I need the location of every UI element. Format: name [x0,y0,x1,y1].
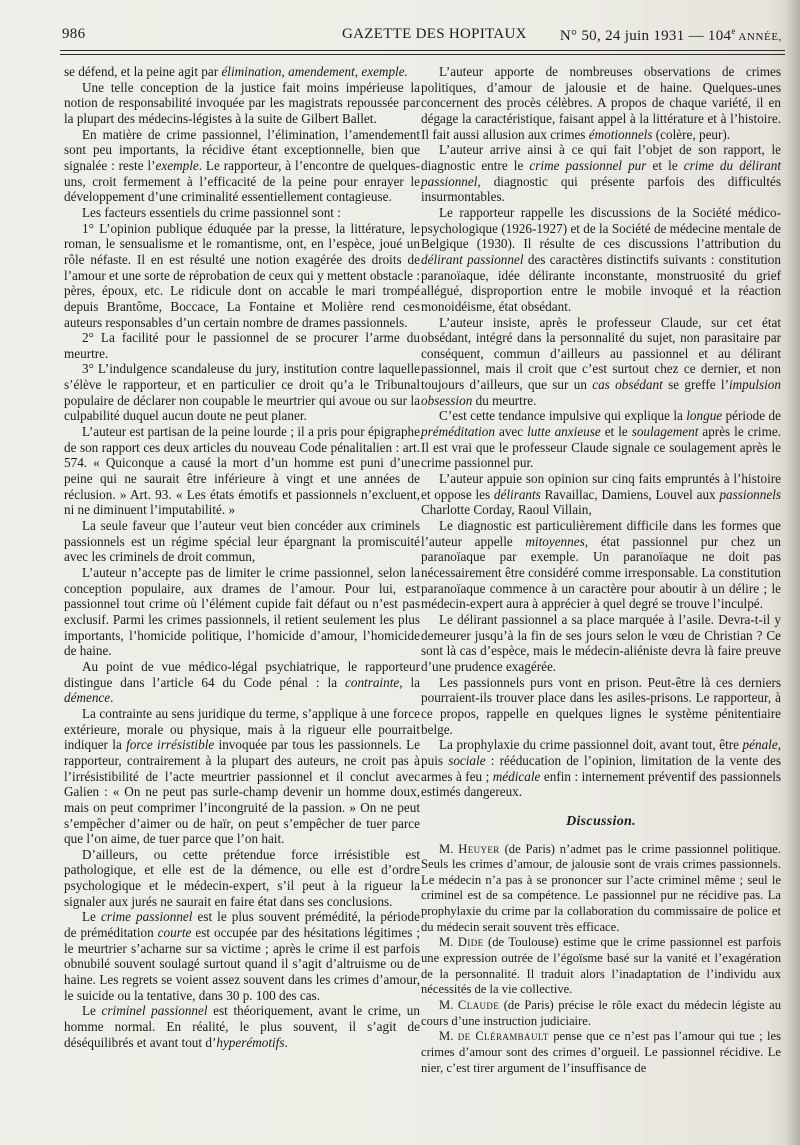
text-run: invoquée par tous les passionnels. Le rapporteur, contrairement à la plupart des auteurs, ne croit pas à l’irrésistibilité de l’acte meurtrier passionnel et il conclut avec Galien : « On ne peut pas surle-champ devenir un homme doux, mais on peut comprimer l’incongruité de la passion. » On ne peut s’empêcher d’aimer ou de haïr, on peut s’empêcher de tuer parce que l’on aime, de tuer parce que l’on hait. [64,737,420,847]
text-run: Le rapporteur rappelle les discussions de la Société médico-psychologique (1926-1927) et de la Société de médecine mentale de Belgique (1930). Il résulte de ces discussions l’attribution du [421,204,781,252]
paragraph [64,909,420,1003]
left-column [64,64,420,1050]
italic-run: démence [64,690,111,706]
italic-run: délirant passionnel [421,251,524,267]
text-run: . [284,1034,288,1050]
text-run: D’ailleurs, ou cette prétendue force irrésistible est pathologique, et elle est de la démence, ou elle est d’ordre psychologique et le médecin-expert, s’il peut à la rigueur la signaler aux jurés ne saurait en faire état dans ses conclusions. [64,846,420,909]
paragraph [421,142,781,205]
journal-title: GAZETTE DES HOPITAUX [342,26,527,42]
italic-run: mitoyennes [525,533,585,549]
paragraph [64,221,420,331]
text-run: (colère, peur). [652,126,731,142]
text-run: avec [495,424,528,440]
text-run: Ravaillac, Damiens, Louvel aux [540,486,720,502]
header-rule-thin [60,54,785,55]
paragraph [64,518,420,565]
paragraph [64,64,420,80]
paragraph [64,127,420,205]
paragraph [421,408,781,471]
italic-run: médicale [492,768,541,784]
italic-run: crime passionnel [100,909,193,925]
text-run: se greffe l’ [662,377,729,393]
text-run: est occupée par des hésitations légitimes ; le meurtrier s’acharne sur sa victime ; après le crime il est parfois obnubilé souvent soulagé surtout quand il s’agit d’altruisme ou de haine. Les regrets se voient assez souvent dans les crimes d’amour, le suicide ou la tentative, dans 30 p. 100 des cas. [64,925,420,1003]
text-run: et le [600,424,632,440]
text-run: Le [82,1003,102,1019]
text-run: enfin : internement préventif des passionnels estimés dangereux. [421,768,782,800]
text-run: Le [82,909,101,925]
issue-info [560,26,782,45]
text-run: , la [399,674,420,690]
paragraph [64,706,420,847]
text-run: , diagnostic qui présente parfois des difficultés insurmontables. [421,173,781,205]
right-column [421,64,781,1076]
paragraph [421,675,781,738]
italic-run: hyperémotifs [216,1034,285,1050]
paragraph [421,612,781,675]
text-run: période de [722,408,781,424]
italic-run: cas obsédant [592,377,663,393]
paragraph [64,361,420,424]
issue-superscript: e [731,26,736,36]
paragraph [64,659,420,706]
paragraph [64,80,420,127]
text-run: des caractères distinctifs suivants : constitution paranoïaque, idée délirante inconstante, monstruosité du grief allégué, disproportion entre le mobile invoqué et la réaction monoidéisme, état obsédant. [421,251,781,314]
paragraph [421,64,781,142]
name-run: Claude [457,998,500,1013]
italic-run: pénale [742,737,778,753]
text-run: et le [646,157,684,173]
text-run: : rééducation de l’opinion, limitation de la vente des armes à feu ; [421,752,781,784]
paragraph [64,424,420,518]
issue-prefix: N° 50, 24 juin 1931 — 104 [559,28,732,44]
name-run: de Clérambault [457,1029,549,1044]
text-run: est le plus souvent prémédité, la période de préméditation [64,909,420,941]
header-rule [60,50,785,51]
italic-run: contrainte [345,674,400,690]
italic-run: crime du délirant passionnel [421,157,781,189]
paragraph [64,330,420,361]
text-run: se défend, et la peine agit par [64,64,222,79]
discussion-paragraph [421,935,781,998]
italic-run: émotionnels [588,126,653,142]
discussion-paragraph [421,998,781,1029]
paragraph [64,205,420,221]
text-run: M. [439,998,458,1013]
text-run: En matière de crime passionnel, l’élimination, l’amendement sont peu importants, la récidive étant exceptionnelle, bien que signalée : reste l’ [64,126,420,173]
text-run: Au point de vue médico-légal psychiatrique, le rapporteur distingue dans l’article 64 du Code pénal : la [64,658,420,690]
italic-run: exemple [155,157,199,173]
text-run: La prophylaxie du crime passionnel doit, avant tout, être [439,737,743,753]
paragraph [64,847,420,910]
text-run: L’auteur insiste, après le professeur Claude, sur cet état obsédant, intégré dans la personnalité du sujet, non parasitaire par conséquent, commun d’ailleurs au passionnel et au délirant passionnel, mais il croit que c’est surtout chez ce dernier, et non toujours d’ailleurs, que sur un [421,314,781,393]
text-run: , puis [421,737,781,768]
discussion-heading: Discussion. [566,813,636,829]
text-run: La seule faveur que l’auteur veut bien concéder aux criminels passionnels est un régime spécial leur épargnant la promiscuité avec les criminels de droit commun, [64,518,420,565]
issue-suffix: ANNÉE, [735,31,782,43]
text-run: pense que ce n’est pas l’amour qui tue ; les crimes d’amour sont des crimes d’orgueil. Le passionnel récidive. Le nier, c’est tirer argument de l’insuffisance de [421,1029,781,1075]
text-run: . Le rapporteur, à l’encontre de quelques-uns, croit fermement à l’efficacité de la peine pour enrayer le développement d’une criminalité essentiellement contagieuse. [64,157,420,205]
italic-run: longue [686,408,723,424]
paragraph [421,518,781,612]
text-run: Le délirant passionnel a sa place marquée à l’asile. Devra-t-il y demeurer jusqu’à la fin de ses jours selon le vœu de Christian ? Ce sont là cas d’espèce, mais le médecin-aliéniste devra là faire preuve d’une prudence exagérée. [421,611,781,674]
paragraph [421,471,781,518]
text-run: Charlotte Corday, Raoul Villain, [421,502,592,518]
text-run: La contrainte au sens juridique du terme, s’applique à une force extérieure, morale ou physique, mais à la rigueur elle pourrait indiquer la [64,705,420,753]
text-run: 3° L’indulgence scandaleuse du jury, institution contre laquelle s’élève le rapporteur, et en particulier ce droit qu’a le Tribunal populaire de déclarer non coupable le meurtrier qui avoue ou sur la culpabilité duquel aucun doute ne peut planer. [64,361,420,424]
text-run: après le crime. Il est vrai que le professeur Claude signale ce soulagement après le crime passionnel pur. [421,424,781,471]
paragraph [64,565,420,659]
text-run: C’est cette tendance impulsive qui explique la [439,408,687,424]
text-run: M. [439,935,458,950]
paragraph [421,737,781,800]
text-run: L’auteur arrive ainsi à ce qui fait l’objet de son rapport, le diagnostic entre le [421,142,781,173]
italic-run: lutte anxieuse [527,424,601,440]
italic-run: passionnels [719,486,781,502]
text-run: du meurtre. [472,392,537,408]
italic-run: crime passionnel pur [529,157,647,173]
text-run: . [110,690,114,706]
text-run: Les facteurs essentiels du crime passionnel sont : [82,204,341,220]
page-header [62,24,782,48]
italic-run: sociale [448,752,486,768]
italic-run: élimination, amendement, exemple. [221,64,408,79]
text-run: (de Toulouse) estime que le crime passionnel est parfois une expression outrée de l’égoïsme basé sur la vanité et l’exagération de la personnalité. Il traduit alors l’inadaptation de l’individu aux nécessités de la vie collective. [421,935,781,997]
discussion-paragraph [421,842,781,936]
italic-run: préméditation [421,424,495,440]
italic-run: soulagement [631,424,699,440]
text-run: Le diagnostic est particulièrement difficile dans les formes que l’auteur appelle [421,518,781,549]
text-run: M. [439,841,459,856]
text-run: L’auteur n’accepte pas de limiter le crime passionnel, selon la conception populaire, aux drames de l’amour. Pour lui, est passionnel tout crime où l’élément cupide fait défaut ou n’est pas exclusif. Parmi les crimes passionnels, il retient seulement les plus importants, l’homicide politique, l’homicide d’amour, l’homicide de haine. [64,565,420,659]
text-run: (de Paris) n’admet pas le crime passionnel politique. Seuls les crimes d’amour, de jalousie sont de vrais crimes passionnels. Le médecin n’a pas à se prononcer sur l’acte criminel même ; seul le criminel est de sa compétence. Le passionnel pur ne récidive pas. La prophylaxie du crime par la collaboration du commissaire de police et du médecin serait souvent très efficace. [421,841,781,934]
paragraph [64,1003,420,1050]
name-run: Dide [457,935,484,950]
page-edge-shadow [786,0,800,1145]
page-number: 986 [62,26,86,42]
text-run: (de Paris) précise le rôle exact du médecin légiste au cours d’une instruction judiciaire. [421,998,781,1028]
text-run: Les passionnels purs vont en prison. Peut-être là ces derniers pourraient-ils trouver place dans les asiles-prisons. Le rapporteur, à ce propos, rappelle en quelques lignes le système pénitentiaire belge. [421,674,781,737]
text-run: L’auteur apporte de nombreuses observations de crimes politiques, d’amour de jalousie et de haine. Quelques-unes concernent des procès célèbres. A propos de chaque variété, il en dégage la caractéristique, faisant appel à la littérature et à l’histoire. Il fait aussi allusion aux crimes [421,64,781,142]
text-run: M. [439,1029,458,1044]
text-run: Une telle conception de la justice fait moins impérieuse la notion de responsabilité invoquée par les magistrats repoussée par la plupart des médecins-légistes à la suite de Gilbert Ballet. [64,79,420,126]
italic-run: délirants [493,486,541,502]
paragraph [421,315,781,409]
text-run: L’auteur est partisan de la peine lourde ; il a pris pour épigraphe de son rapport ces deux articles du nouveau Code pénalitalien : art. 574. « Quiconque a causé la mort d’un homme est puni d’une peine qui ne saurait être inférieure à vingt et une années de réclusion. » Art. 93. « Les états émotifs et passionnels n’excluent, ni ne diminuent l’imputabilité. » [64,424,420,518]
italic-run: impulsion obsession [421,377,781,408]
text-run: , état passionnel pur chez un paranoïaque par exemple. Un paranoïaque ne doit pas nécessairement être considéré comme irresponsable. La constitution paranoïaque commence à un caractère pour aboutir à un délire ; le médecin-expert aura à apprécier à quel degré se trouve l’inculpé. [421,533,781,612]
italic-run: force irrésistible [126,737,215,753]
text-run: L’auteur appuie son opinion sur cinq faits empruntés à l’histoire et oppose les [421,471,781,502]
paragraph [421,205,781,315]
text-run: 2° La facilité pour le passionnel de se procurer l’arme du meurtre. [64,330,420,361]
text-run: est théoriquement, avant le crime, un homme normal. En réalité, le plus souvent, il s’agit de déséquilibrés et avant tout d’ [64,1003,420,1050]
discussion-paragraph [421,1029,781,1076]
italic-run: courte [157,925,192,941]
name-run: Heuyer [458,841,500,856]
text-run: 1° L’opinion publique éduquée par la presse, la littérature, le roman, le sensualisme et le romantisme, ont, en l’espèce, joué un rôle néfaste. Il en est résulté une notion exagérée des droits de l’amour et une sorte de réprobation de ceux qui y mettent obstacle : pères, époux, etc. Le ridicule dont on accable le mari trompé depuis Brantôme, Boccace, La Fontaine et Molière rend ces auteurs responsables d’un certain nombre de drames passionnels. [64,220,420,330]
italic-run: criminel passionnel [101,1003,208,1019]
